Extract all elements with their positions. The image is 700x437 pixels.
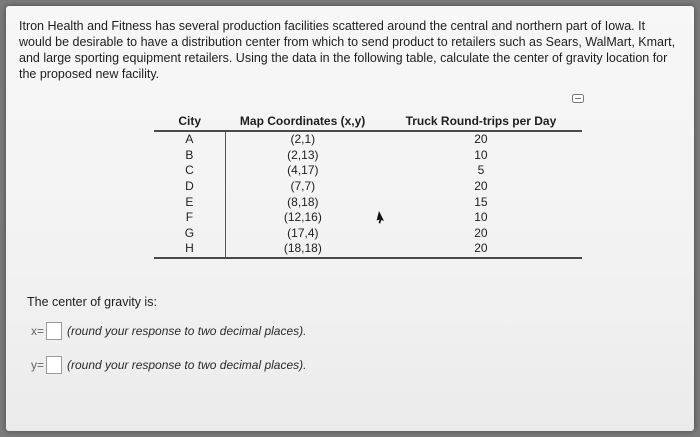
table-row xyxy=(154,131,582,148)
table-row xyxy=(154,179,582,195)
y-equals-sign: = xyxy=(37,358,45,372)
table-row xyxy=(154,163,582,179)
cell-city: B xyxy=(154,148,225,164)
x-variable-label: x xyxy=(31,324,37,338)
table-row xyxy=(154,194,582,210)
y-variable-label: y xyxy=(31,358,37,372)
cell-coordinates: (18,18) xyxy=(225,241,380,258)
cell-coordinates: (7,7) xyxy=(290,179,316,194)
question-panel xyxy=(6,6,694,431)
cell-trips: 20 xyxy=(380,241,582,258)
table-row xyxy=(154,210,582,226)
cell-coordinates: (4,17) xyxy=(287,163,319,178)
cell-city: H xyxy=(154,241,225,258)
cell-coordinates: (2,13) xyxy=(287,147,319,162)
expand-table-icon[interactable] xyxy=(572,94,584,103)
header-coordinates: Map Coordinates (x,y) xyxy=(225,112,380,131)
problem-statement: Itron Health and Fitness has several production facilities scattered around the central and northern part of Iowa. It would be desirable to have a distribution center from which to send product to retailers such as Sears, WalMart, Kmart, and large sporting equipment retailers. Using the data in the following table, calculate the center of gravity location for the proposed new facility. xyxy=(19,19,676,81)
table-row xyxy=(154,226,582,242)
cell-trips: 5 xyxy=(477,163,485,178)
y-answer-row xyxy=(23,356,306,374)
header-city: City xyxy=(154,112,225,131)
cell-coordinates: (17,4) xyxy=(287,225,319,240)
x-rounding-hint: (round your response to two decimal places). xyxy=(67,324,307,338)
cell-city: F xyxy=(154,210,225,226)
cell-coordinates: (12,16) xyxy=(283,210,322,225)
cell-trips: 10 xyxy=(474,210,488,225)
x-answer-row xyxy=(23,322,306,340)
x-equals-sign: = xyxy=(37,324,45,338)
cell-trips: 20 xyxy=(474,225,488,240)
cell-city: G xyxy=(154,226,225,242)
x-answer-input[interactable] xyxy=(46,322,62,340)
cell-trips: 20 xyxy=(474,132,488,147)
table-row xyxy=(154,241,582,258)
cell-city: C xyxy=(154,163,225,179)
cell-city: E xyxy=(154,194,225,210)
table-row xyxy=(154,148,582,164)
cell-coordinates: (8,18) xyxy=(287,194,319,209)
mouse-cursor-icon xyxy=(373,209,387,225)
header-trips: Truck Round-trips per Day xyxy=(380,112,582,131)
center-of-gravity-label: The center of gravity is: xyxy=(27,295,157,309)
data-table xyxy=(154,112,582,259)
cell-city: D xyxy=(154,179,225,195)
cell-trips: 15 xyxy=(474,194,488,209)
y-rounding-hint: (round your response to two decimal places). xyxy=(67,358,307,372)
cell-trips: 20 xyxy=(474,179,488,194)
cell-coordinates: (2,1) xyxy=(290,132,316,147)
y-answer-input[interactable] xyxy=(46,356,62,374)
table-header-row xyxy=(154,112,582,131)
cell-city: A xyxy=(154,131,225,148)
cell-trips: 10 xyxy=(474,147,488,162)
